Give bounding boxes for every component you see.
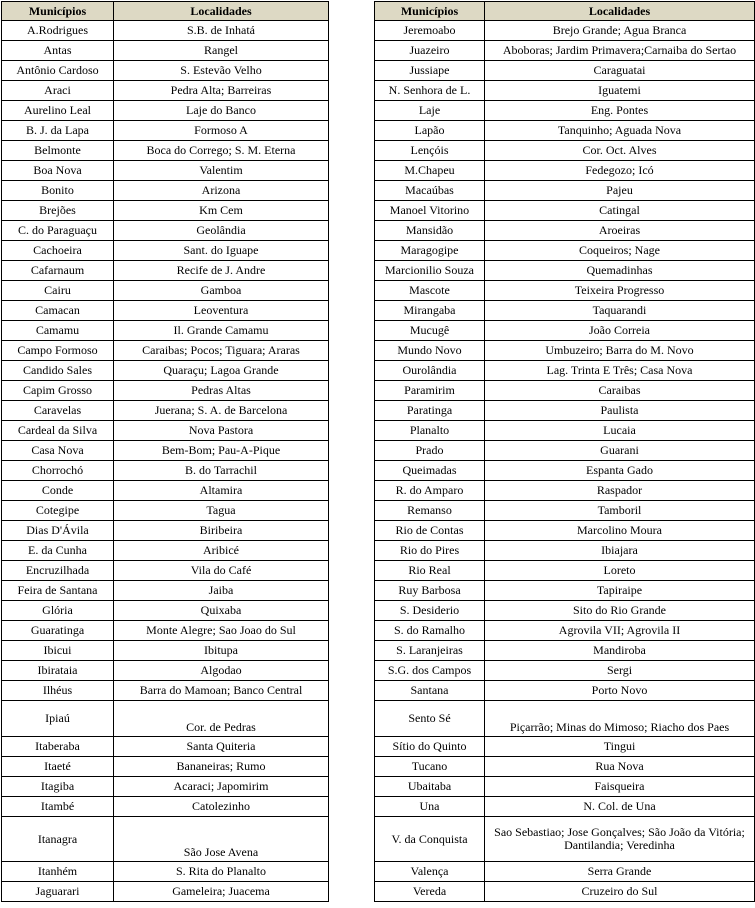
municipio-cell: Itambé bbox=[2, 797, 114, 817]
header-localidades: Localidades bbox=[114, 2, 329, 21]
municipio-cell: Camacan bbox=[2, 301, 114, 321]
localidade-cell: Caraguatai bbox=[485, 61, 755, 81]
table-row bbox=[2, 701, 329, 737]
table-row bbox=[375, 701, 755, 737]
localidade-cell: Tagua bbox=[114, 501, 329, 521]
municipio-cell: Santana bbox=[375, 681, 485, 701]
table-row bbox=[2, 757, 329, 777]
localidade-cell: Vila do Café bbox=[114, 561, 329, 581]
localidade-cell: Teixeira Progresso bbox=[485, 281, 755, 301]
table-row bbox=[375, 161, 755, 181]
municipio-cell: Ruy Barbosa bbox=[375, 581, 485, 601]
municipio-cell: Valença bbox=[375, 862, 485, 882]
localidade-cell: Jaiba bbox=[114, 581, 329, 601]
localidade-cell: Raspador bbox=[485, 481, 755, 501]
localidade-cell: Sao Sebastiao; Jose Gonçalves; São João da Vitória; Dantilandia; Veredinha bbox=[485, 817, 755, 862]
table-row bbox=[2, 481, 329, 501]
localidade-cell: Monte Alegre; Sao Joao do Sul bbox=[114, 621, 329, 641]
table-row bbox=[2, 581, 329, 601]
localidade-cell: Paulista bbox=[485, 401, 755, 421]
municipio-cell: Dias D'Ávila bbox=[2, 521, 114, 541]
localidade-cell: Algodao bbox=[114, 661, 329, 681]
municipio-cell: Itaberaba bbox=[2, 737, 114, 757]
table-row bbox=[2, 521, 329, 541]
table-row bbox=[375, 61, 755, 81]
localidade-cell: Guarani bbox=[485, 441, 755, 461]
municipio-cell: M.Chapeu bbox=[375, 161, 485, 181]
localidade-cell: Iguatemi bbox=[485, 81, 755, 101]
table-row bbox=[2, 641, 329, 661]
table-row bbox=[375, 581, 755, 601]
localidade-cell: Quaraçu; Lagoa Grande bbox=[114, 361, 329, 381]
municipio-cell: Ipiaú bbox=[2, 701, 114, 737]
municipio-cell: Feira de Santana bbox=[2, 581, 114, 601]
localidade-cell: Aribicé bbox=[114, 541, 329, 561]
localidade-cell: Sito do Rio Grande bbox=[485, 601, 755, 621]
localidade-cell: S. Rita do Planalto bbox=[114, 862, 329, 882]
localidade-cell: Eng. Pontes bbox=[485, 101, 755, 121]
table-row bbox=[2, 661, 329, 681]
municipio-cell: Mansidão bbox=[375, 221, 485, 241]
header-row bbox=[375, 2, 755, 21]
municipio-cell: Encruzilhada bbox=[2, 561, 114, 581]
table-row bbox=[375, 81, 755, 101]
table-row bbox=[375, 361, 755, 381]
municipio-cell: Jeremoabo bbox=[375, 21, 485, 41]
municipio-cell: Remanso bbox=[375, 501, 485, 521]
municipio-cell: Ourolândia bbox=[375, 361, 485, 381]
municipios-table-left bbox=[1, 1, 329, 902]
header-row bbox=[2, 2, 329, 21]
localidade-cell: Gamboa bbox=[114, 281, 329, 301]
municipio-cell: Ibicui bbox=[2, 641, 114, 661]
localidade-cell: Lucaia bbox=[485, 421, 755, 441]
localidade-cell: Brejo Grande; Agua Branca bbox=[485, 21, 755, 41]
municipio-cell: Boa Nova bbox=[2, 161, 114, 181]
localidade-cell: Marcolino Moura bbox=[485, 521, 755, 541]
table-row bbox=[375, 441, 755, 461]
header-municipios: Municípios bbox=[2, 2, 114, 21]
municipio-cell: Jaguarari bbox=[2, 882, 114, 902]
table-row bbox=[2, 421, 329, 441]
municipio-cell: Camamu bbox=[2, 321, 114, 341]
municipio-cell: Mascote bbox=[375, 281, 485, 301]
municipio-cell: Mucugê bbox=[375, 321, 485, 341]
table-row bbox=[375, 817, 755, 862]
localidade-cell: Recife de J. Andre bbox=[114, 261, 329, 281]
localidade-cell: Fedegozo; Icó bbox=[485, 161, 755, 181]
localidade-cell: Acaraci; Japomirim bbox=[114, 777, 329, 797]
municipio-cell: Rio do Pires bbox=[375, 541, 485, 561]
table-row bbox=[375, 661, 755, 681]
municipio-cell: Aurelino Leal bbox=[2, 101, 114, 121]
table-body-right bbox=[375, 21, 755, 902]
localidade-cell: Valentim bbox=[114, 161, 329, 181]
municipio-cell: Bonito bbox=[2, 181, 114, 201]
table-row bbox=[2, 21, 329, 41]
municipio-cell: Juazeiro bbox=[375, 41, 485, 61]
municipio-cell: Ilhéus bbox=[2, 681, 114, 701]
municipio-cell: Lapão bbox=[375, 121, 485, 141]
table-row bbox=[2, 121, 329, 141]
table-row bbox=[2, 777, 329, 797]
localidade-cell: Faisqueira bbox=[485, 777, 755, 797]
table-row bbox=[2, 882, 329, 902]
municipio-cell: Casa Nova bbox=[2, 441, 114, 461]
municipios-table-right bbox=[374, 1, 755, 902]
localidade-cell: Agrovila VII; Agrovila II bbox=[485, 621, 755, 641]
table-row bbox=[375, 201, 755, 221]
table-row bbox=[375, 281, 755, 301]
header-localidades: Localidades bbox=[485, 2, 755, 21]
municipio-cell: Lençóis bbox=[375, 141, 485, 161]
table-row bbox=[2, 61, 329, 81]
table-row bbox=[375, 882, 755, 902]
municipio-cell: Prado bbox=[375, 441, 485, 461]
table-row bbox=[2, 341, 329, 361]
localidade-cell: João Correia bbox=[485, 321, 755, 341]
municipio-cell: Araci bbox=[2, 81, 114, 101]
municipio-cell: V. da Conquista bbox=[375, 817, 485, 862]
localidade-cell: Tamboril bbox=[485, 501, 755, 521]
municipio-cell: Ubaitaba bbox=[375, 777, 485, 797]
table-row bbox=[375, 181, 755, 201]
municipio-cell: Guaratinga bbox=[2, 621, 114, 641]
table-row bbox=[375, 241, 755, 261]
municipio-cell: Tucano bbox=[375, 757, 485, 777]
table-row bbox=[375, 541, 755, 561]
municipio-cell: Maragogipe bbox=[375, 241, 485, 261]
table-row bbox=[2, 221, 329, 241]
table-row bbox=[2, 501, 329, 521]
municipio-cell: Itaeté bbox=[2, 757, 114, 777]
localidade-cell: São Jose Avena bbox=[114, 817, 329, 862]
table-row bbox=[375, 341, 755, 361]
localidade-cell: Sant. do Iguape bbox=[114, 241, 329, 261]
municipio-cell: Marcionilio Souza bbox=[375, 261, 485, 281]
municipio-cell: Brejões bbox=[2, 201, 114, 221]
municipio-cell: S. Laranjeiras bbox=[375, 641, 485, 661]
municipio-cell: Sítio do Quinto bbox=[375, 737, 485, 757]
localidade-cell: Tingui bbox=[485, 737, 755, 757]
localidade-cell: Caraibas bbox=[485, 381, 755, 401]
localidade-cell: S.B. de Inhatá bbox=[114, 21, 329, 41]
table-row bbox=[2, 241, 329, 261]
municipio-cell: Mirangaba bbox=[375, 301, 485, 321]
table-row bbox=[2, 561, 329, 581]
localidade-cell: Ibiajara bbox=[485, 541, 755, 561]
table-row bbox=[2, 601, 329, 621]
municipio-cell: Paratinga bbox=[375, 401, 485, 421]
localidade-cell: Cruzeiro do Sul bbox=[485, 882, 755, 902]
municipio-cell: Vereda bbox=[375, 882, 485, 902]
localidade-cell: Laje do Banco bbox=[114, 101, 329, 121]
municipio-cell: Itanagra bbox=[2, 817, 114, 862]
table-row bbox=[375, 261, 755, 281]
localidade-cell: Mandiroba bbox=[485, 641, 755, 661]
localidade-cell: Lag. Trinta E Três; Casa Nova bbox=[485, 361, 755, 381]
localidade-cell: Coqueiros; Nage bbox=[485, 241, 755, 261]
table-row bbox=[375, 777, 755, 797]
localidade-cell: Quixaba bbox=[114, 601, 329, 621]
municipio-cell: Chorrochó bbox=[2, 461, 114, 481]
localidade-cell: Cor. Oct. Alves bbox=[485, 141, 755, 161]
localidade-cell: Formoso A bbox=[114, 121, 329, 141]
table-row bbox=[375, 461, 755, 481]
municipio-cell: Mundo Novo bbox=[375, 341, 485, 361]
table-row bbox=[375, 421, 755, 441]
municipio-cell: B. J. da Lapa bbox=[2, 121, 114, 141]
municipio-cell: Candido Sales bbox=[2, 361, 114, 381]
table-row bbox=[2, 161, 329, 181]
localidade-cell: Arizona bbox=[114, 181, 329, 201]
localidade-cell: Cor. de Pedras bbox=[114, 701, 329, 737]
localidade-cell: Rua Nova bbox=[485, 757, 755, 777]
municipio-cell: Una bbox=[375, 797, 485, 817]
table-row bbox=[375, 561, 755, 581]
municipio-cell: Paramirim bbox=[375, 381, 485, 401]
table-row bbox=[375, 221, 755, 241]
table-row bbox=[375, 621, 755, 641]
table-row bbox=[375, 321, 755, 341]
municipio-cell: Itanhém bbox=[2, 862, 114, 882]
table-row bbox=[2, 681, 329, 701]
table-row bbox=[2, 621, 329, 641]
municipio-cell: Cachoeira bbox=[2, 241, 114, 261]
municipio-cell: R. do Amparo bbox=[375, 481, 485, 501]
municipio-cell: Cotegipe bbox=[2, 501, 114, 521]
municipio-cell: Conde bbox=[2, 481, 114, 501]
municipio-cell: E. da Cunha bbox=[2, 541, 114, 561]
table-row bbox=[2, 737, 329, 757]
localidade-cell: Santa Quiteria bbox=[114, 737, 329, 757]
municipio-cell: Queimadas bbox=[375, 461, 485, 481]
localidade-cell: Tanquinho; Aguada Nova bbox=[485, 121, 755, 141]
localidade-cell: Leoventura bbox=[114, 301, 329, 321]
localidade-cell: B. do Tarrachil bbox=[114, 461, 329, 481]
municipio-cell: Cairu bbox=[2, 281, 114, 301]
localidade-cell: Rangel bbox=[114, 41, 329, 61]
localidade-cell: Km Cem bbox=[114, 201, 329, 221]
table-row bbox=[2, 441, 329, 461]
municipio-cell: Belmonte bbox=[2, 141, 114, 161]
table-row bbox=[375, 757, 755, 777]
table-row bbox=[2, 817, 329, 862]
table-row bbox=[2, 201, 329, 221]
localidade-cell: Gameleira; Juacema bbox=[114, 882, 329, 902]
localidade-cell: Pajeu bbox=[485, 181, 755, 201]
table-row bbox=[2, 461, 329, 481]
municipio-cell: A.Rodrigues bbox=[2, 21, 114, 41]
table-row bbox=[375, 601, 755, 621]
localidade-cell: Bem-Bom; Pau-A-Pique bbox=[114, 441, 329, 461]
localidade-cell: Porto Novo bbox=[485, 681, 755, 701]
localidade-cell: Taquarandi bbox=[485, 301, 755, 321]
municipio-cell: N. Senhora de L. bbox=[375, 81, 485, 101]
table-row bbox=[2, 301, 329, 321]
municipio-cell: Rio Real bbox=[375, 561, 485, 581]
localidade-cell: Serra Grande bbox=[485, 862, 755, 882]
municipio-cell: Antas bbox=[2, 41, 114, 61]
table-row bbox=[375, 641, 755, 661]
municipio-cell: Laje bbox=[375, 101, 485, 121]
table-row bbox=[375, 521, 755, 541]
table-body-left bbox=[2, 21, 329, 902]
municipio-cell: Campo Formoso bbox=[2, 341, 114, 361]
localidade-cell: Ibitupa bbox=[114, 641, 329, 661]
table-row bbox=[2, 541, 329, 561]
localidade-cell: Altamira bbox=[114, 481, 329, 501]
localidade-cell: Catingal bbox=[485, 201, 755, 221]
localidade-cell: Sergi bbox=[485, 661, 755, 681]
localidade-cell: Aroeiras bbox=[485, 221, 755, 241]
localidade-cell: Barra do Mamoan; Banco Central bbox=[114, 681, 329, 701]
table-row bbox=[2, 862, 329, 882]
municipio-cell: Glória bbox=[2, 601, 114, 621]
localidade-cell: Bananeiras; Rumo bbox=[114, 757, 329, 777]
table-row bbox=[375, 141, 755, 161]
localidade-cell: Aboboras; Jardim Primavera;Carnaiba do Sertao bbox=[485, 41, 755, 61]
municipio-cell: Manoel Vitorino bbox=[375, 201, 485, 221]
municipio-cell: S. do Ramalho bbox=[375, 621, 485, 641]
localidade-cell: S. Estevão Velho bbox=[114, 61, 329, 81]
municipio-cell: Itagiba bbox=[2, 777, 114, 797]
municipio-cell: Cafarnaum bbox=[2, 261, 114, 281]
municipio-cell: Capim Grosso bbox=[2, 381, 114, 401]
localidade-cell: Umbuzeiro; Barra do M. Novo bbox=[485, 341, 755, 361]
municipio-cell: Jussiape bbox=[375, 61, 485, 81]
table-row bbox=[2, 101, 329, 121]
table-row bbox=[375, 481, 755, 501]
table-row bbox=[375, 737, 755, 757]
table-row bbox=[2, 797, 329, 817]
table-row bbox=[2, 361, 329, 381]
municipio-cell: Caravelas bbox=[2, 401, 114, 421]
table-row bbox=[375, 501, 755, 521]
localidade-cell: Espanta Gado bbox=[485, 461, 755, 481]
municipio-cell: Antônio Cardoso bbox=[2, 61, 114, 81]
table-row bbox=[375, 21, 755, 41]
localidade-cell: Boca do Corrego; S. M. Eterna bbox=[114, 141, 329, 161]
localidade-cell: Loreto bbox=[485, 561, 755, 581]
header-municipios: Municípios bbox=[375, 2, 485, 21]
table-row bbox=[2, 321, 329, 341]
localidade-cell: Tapiraipe bbox=[485, 581, 755, 601]
localidade-cell: Geolândia bbox=[114, 221, 329, 241]
table-row bbox=[2, 261, 329, 281]
localidade-cell: Caraibas; Pocos; Tiguara; Araras bbox=[114, 341, 329, 361]
table-row bbox=[375, 401, 755, 421]
table-row bbox=[2, 141, 329, 161]
municipio-cell: Macaúbas bbox=[375, 181, 485, 201]
localidade-cell: Pedras Altas bbox=[114, 381, 329, 401]
municipio-cell: S. Desiderio bbox=[375, 601, 485, 621]
municipio-cell: Ibirataia bbox=[2, 661, 114, 681]
table-row bbox=[375, 681, 755, 701]
localidade-cell: Catolezinho bbox=[114, 797, 329, 817]
municipio-cell: C. do Paraguaçu bbox=[2, 221, 114, 241]
localidade-cell: Piçarrão; Minas do Mimoso; Riacho dos Paes bbox=[485, 701, 755, 737]
municipio-cell: Planalto bbox=[375, 421, 485, 441]
localidade-cell: N. Col. de Una bbox=[485, 797, 755, 817]
table-row bbox=[375, 797, 755, 817]
table-row bbox=[2, 181, 329, 201]
table-row bbox=[375, 381, 755, 401]
municipio-cell: Rio de Contas bbox=[375, 521, 485, 541]
table-row bbox=[375, 121, 755, 141]
table-row bbox=[2, 81, 329, 101]
table-row bbox=[2, 401, 329, 421]
municipio-cell: Sento Sé bbox=[375, 701, 485, 737]
localidade-cell: Juerana; S. A. de Barcelona bbox=[114, 401, 329, 421]
table-row bbox=[375, 862, 755, 882]
municipio-cell: Cardeal da Silva bbox=[2, 421, 114, 441]
table-row bbox=[375, 41, 755, 61]
localidade-cell: Biribeira bbox=[114, 521, 329, 541]
localidade-cell: Il. Grande Camamu bbox=[114, 321, 329, 341]
table-row bbox=[2, 41, 329, 61]
municipio-cell: S.G. dos Campos bbox=[375, 661, 485, 681]
table-row bbox=[2, 381, 329, 401]
localidade-cell: Pedra Alta; Barreiras bbox=[114, 81, 329, 101]
table-row bbox=[2, 281, 329, 301]
table-row bbox=[375, 101, 755, 121]
table-row bbox=[375, 301, 755, 321]
localidade-cell: Quemadinhas bbox=[485, 261, 755, 281]
localidade-cell: Nova Pastora bbox=[114, 421, 329, 441]
